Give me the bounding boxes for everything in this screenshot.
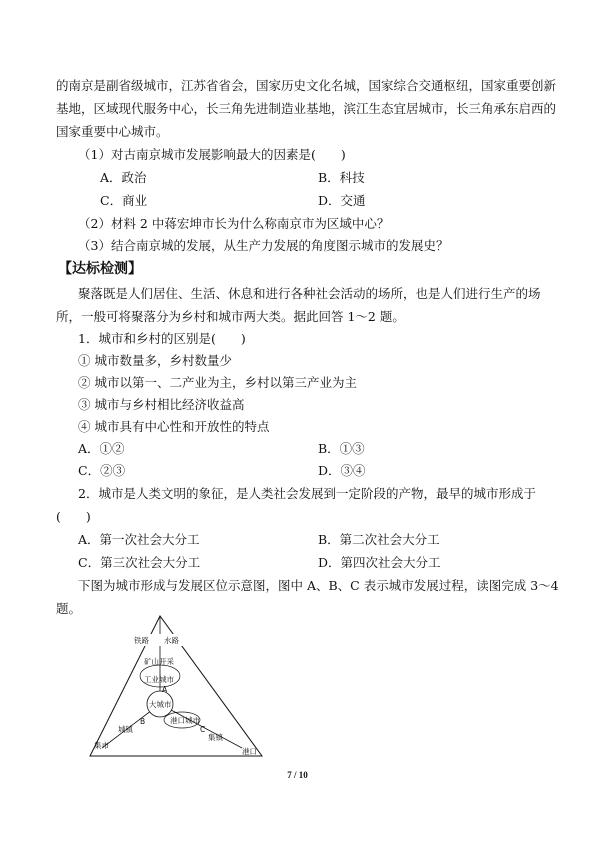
item2-option-d: D．第四次社会大分工 [318,555,441,570]
item1-option-a: A．①② [78,441,125,456]
item2-stem: 2．城市是人类文明的象征，是人类社会发展到一定阶段的产物，最早的城市形成于 [78,486,536,501]
diagram-label-town: 城镇 [118,725,133,734]
q1-option-d: D．交通 [318,193,366,208]
diagram-mark-c: C [200,725,206,734]
item1-statement-1 [78,353,232,369]
intro-line-3: 国家重要中心城市。 [56,124,169,139]
diagram-label-industrial-city: 工业城市 [144,675,174,684]
intro-line-1: 的南京是副省级城市，江苏省省会，国家历史文化名城，国家综合交通枢纽，国家重要创新 [56,78,557,93]
diagram-label-mine: 矿山开采 [144,657,174,666]
item2-option-a: A．第一次社会大分工 [78,532,200,547]
item1-stem: 1．城市和乡村的区别是( ) [78,331,246,346]
diagram-label-waterway: 水路 [164,636,179,645]
passage-line-2: 所，一般可将聚落分为乡村和城市两大类。据此回答 1～2 题。 [56,309,405,324]
item1-num-4: ④ [78,419,91,434]
item2-option-c: C．第三次社会大分工 [78,555,201,570]
item1-text-4: 城市具有中心性和开放性的特点 [94,419,270,434]
item2-option-b: B．第二次社会大分工 [318,532,440,547]
q1-option-a: A．政治 [100,170,147,185]
item1-text-2: 城市以第一、二产业为主，乡村以第三产业为主 [94,375,358,390]
q1-option-c: C．商业 [100,193,148,208]
item1-option-c: C．②③ [78,463,126,478]
diagram-mark-a: A [162,685,168,694]
item1-statement-4 [78,419,270,435]
diagram-label-port-city: 港口城市 [170,716,200,725]
item1-statement-3 [78,397,245,413]
figure-intro-line-2: 题。 [56,601,82,616]
item1-text-1: 城市数量多，乡村数量少 [94,353,233,368]
diagram-label-market-town: 集镇 [208,733,223,742]
item2-paren: ( ) [56,509,91,524]
item1-num-2: ② [78,375,91,390]
item1-option-b: B．①③ [318,441,365,456]
q3-text: （3）结合南京城的发展，从生产力发展的角度图示城市的发展史？ [78,238,449,253]
page-number: 7 / 10 [287,770,308,780]
q1-option-b: B．科技 [318,170,365,185]
diagram-label-big-city: 大城市 [149,700,172,709]
diagram-label-railway: 铁路 [134,636,149,645]
diagram-label-market: 集市 [94,741,109,750]
q1-stem: （1）对古南京城市发展影响最大的因素是( ) [78,147,346,162]
diagram-label-port: 港口 [242,747,257,756]
item1-statement-2 [78,375,357,391]
q2-text: （2）材料 2 中蒋宏坤市长为什么称南京市为区域中心？ [78,216,390,231]
figure-intro-line-1: 下图为城市形成与发展区位示意图，图中 A、B、C 表示城市发展过程，读图完成 3～4 [78,578,559,593]
diagram-mark-b: B [140,717,146,726]
intro-line-2: 基地，区域现代服务中心，长三角先进制造业基地，滨江生态宜居城市，长三角承东启西的 [56,101,557,116]
item1-text-3: 城市与乡村相比经济收益高 [94,397,245,412]
passage-line-1: 聚落既是人们居住、生活、休息和进行各种社会活动的场所，也是人们进行生产的场 [78,286,541,301]
item1-option-d: D．③④ [318,463,366,478]
item1-num-1: ① [78,353,91,368]
item1-num-3: ③ [78,397,91,412]
city-location-diagram [82,612,272,762]
section-heading: 【达标检测】 [58,261,142,277]
